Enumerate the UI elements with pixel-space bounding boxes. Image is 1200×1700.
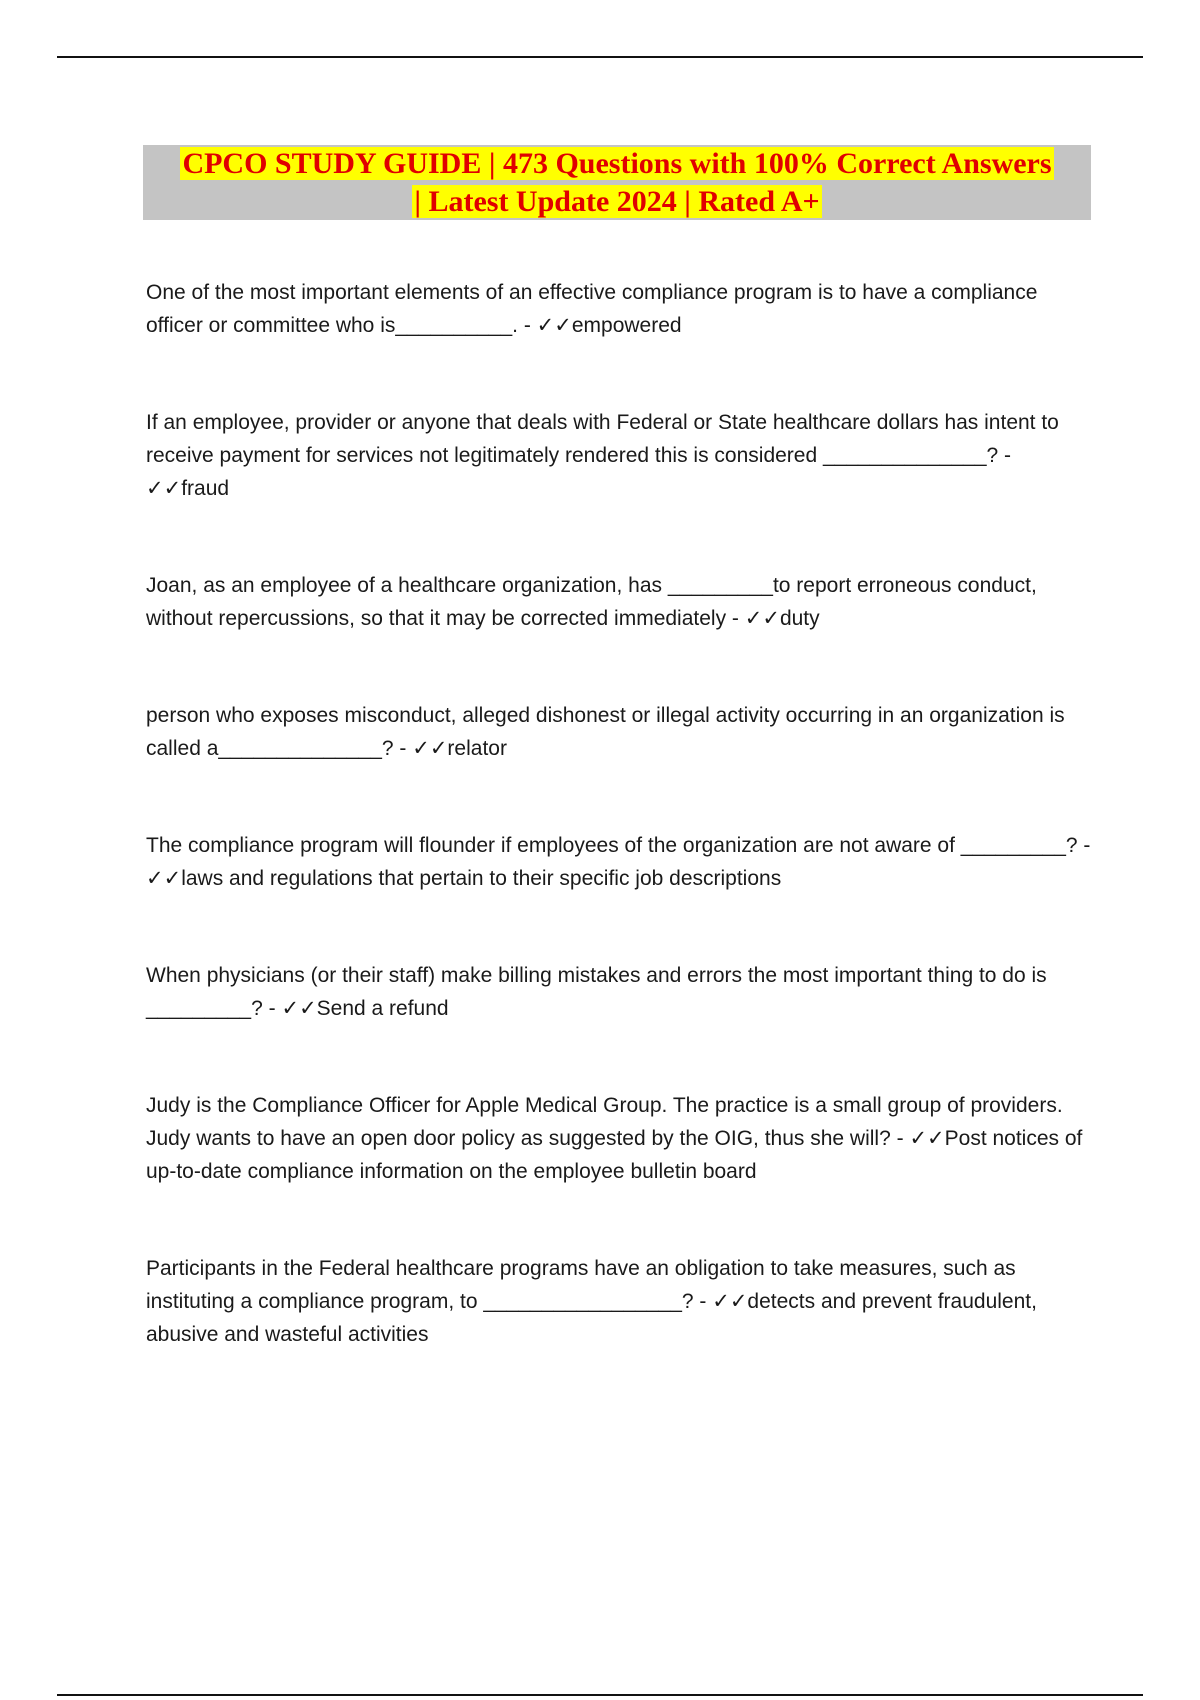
answer-text: ✓✓laws and regulations that pertain to their specific job descriptions: [146, 867, 782, 890]
question-text: The compliance program will flounder if employees of the organization are not aware of _________? -: [146, 834, 1091, 857]
question-text: Judy is the Compliance Officer for Apple Medical Group. The practice is a small group of providers. Judy wants to have an open door policy as suggested by the OIG, thus she will? -: [146, 1094, 1063, 1150]
qa-item: [146, 569, 1092, 635]
answer-text: ✓✓detects and prevent fraudulent, abusive and wasteful activities: [146, 1290, 1037, 1346]
qa-item: [146, 1089, 1092, 1188]
answer-text: ✓✓empowered: [536, 314, 682, 337]
title-line-1: CPCO STUDY GUIDE | 473 Questions with 100% Correct Answers: [182, 147, 1052, 180]
answer-text: ✓✓Send a refund: [281, 997, 449, 1020]
qa-item: [146, 829, 1092, 895]
title-line-2: | Latest Update 2024 | Rated A+: [414, 185, 820, 218]
answer-text: ✓✓Post notices of up-to-date compliance information on the employee bulletin board: [146, 1127, 1083, 1183]
qa-item: [146, 276, 1092, 342]
question-text: Joan, as an employee of a healthcare organization, has _________to report erroneous conduct, without repercussions, so that it may be corrected immediately -: [146, 574, 1037, 630]
question-text: When physicians (or their staff) make billing mistakes and errors the most important thing to do is _________? -: [146, 964, 1047, 1020]
question-text: One of the most important elements of an effective compliance program is to have a compliance officer or committee who is__________. -: [146, 281, 1038, 337]
question-text: Participants in the Federal healthcare programs have an obligation to take measures, such as instituting a compliance program, to _________________? -: [146, 1257, 1016, 1313]
answer-text: ✓✓duty: [744, 607, 820, 630]
qa-item: [146, 1252, 1092, 1351]
question-text: If an employee, provider or anyone that deals with Federal or State healthcare dollars has intent to receive payment for services not legitimately rendered this is considered ______________? -: [146, 411, 1059, 467]
title-line-2-wrapper: [143, 183, 1091, 221]
qa-item: [146, 699, 1092, 765]
top-rule: [57, 56, 1143, 58]
question-text: person who exposes misconduct, alleged dishonest or illegal activity occurring in an organization is called a______________? -: [146, 704, 1065, 760]
qa-item: [146, 959, 1092, 1025]
answer-text: ✓✓fraud: [146, 477, 230, 500]
document-title: [143, 145, 1091, 220]
qa-item: [146, 406, 1092, 505]
qa-list: [146, 276, 1092, 1415]
answer-text: ✓✓relator: [412, 737, 507, 760]
bottom-rule: [57, 1694, 1143, 1696]
